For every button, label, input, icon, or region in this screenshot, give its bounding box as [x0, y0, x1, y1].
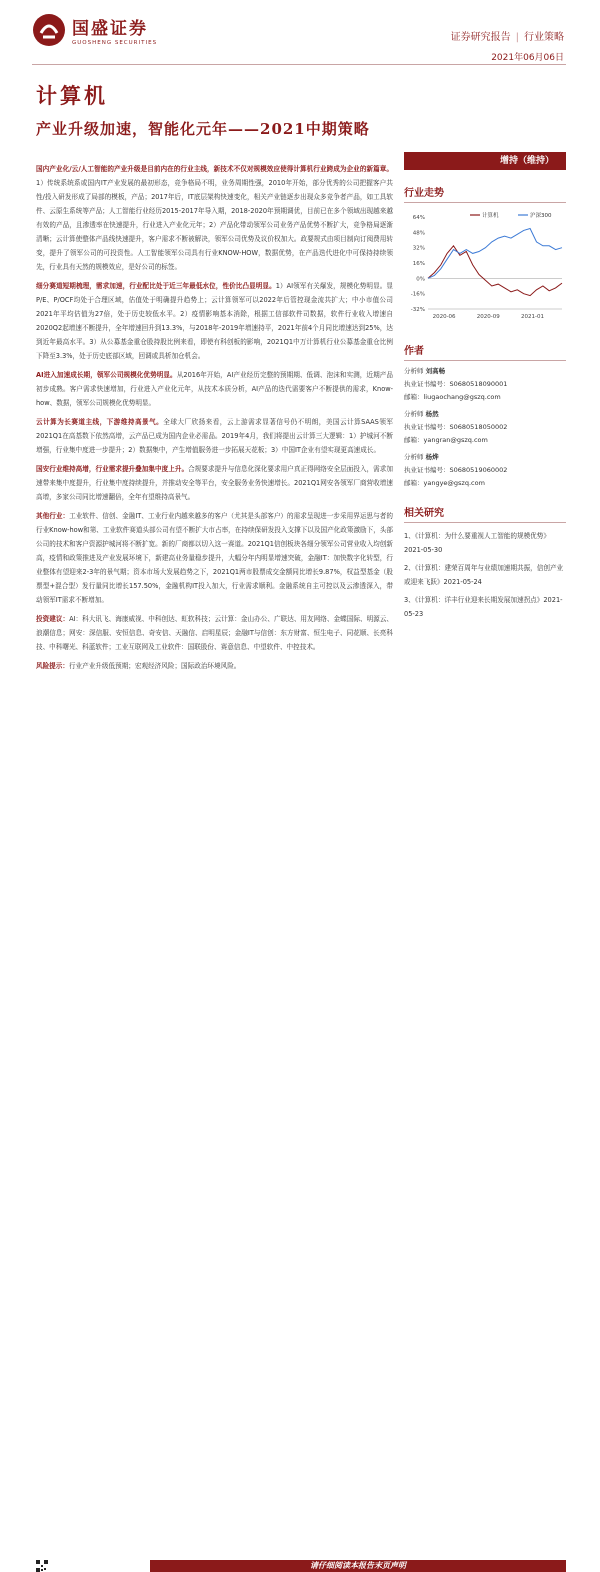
company-logo: [32, 13, 157, 47]
y-tick-label: 64%: [412, 215, 425, 221]
y-tick-label: 48%: [412, 230, 425, 237]
series-line-0: [428, 246, 562, 296]
series-line-1: [428, 229, 562, 279]
paragraph-lead: 其他行业：: [36, 512, 70, 520]
paragraph: [36, 659, 393, 673]
paragraph-body: 1）传统系统系或国内IT产业发展的最初形态，竞争格局不明，业务周期性强，2010年开始，部分优秀的公司把握客户共性/投入研发形成了局部的模板，产品；2017年后，IT底层架构快速变化，相关产业链逐步出现众多竞争者产品，如工具软件、云原生系统等产品；人工智能行业经历2015-2017年导入期，2018-2020年预期调优，目前已在多个领域出现越来越有效的产品，且渗透率在快速提升，行业进入产业化元年；2）产品化带动领军公司业务产品优势不断扩大，竞争格局逐渐清晰；云计算使整体产品线快速提升，客户需求不断被解决，领军公司优势及议价权加大。政要规式由项目制向订阅费用转变，提升了领军公司的可投资性。人工智能领军公司具有行业KNOW-HOW，数据优势，在产品迭代进化中可保持持续领先，行业具有天然的规模效应，是好公司的标签。: [36, 179, 393, 271]
author-name: 杨然: [425, 410, 439, 418]
guosheng-logo-icon: [32, 13, 66, 47]
paragraph: [36, 415, 393, 457]
author-cert: S0680519060002: [449, 466, 508, 474]
paragraph: [36, 612, 393, 654]
rating-badge: 增持（维持）: [404, 152, 566, 170]
authors-list: [404, 365, 566, 490]
author-email-label: 邮箱：: [404, 479, 424, 487]
related-item[interactable]: 1、《计算机：为什么要重视人工智能的规模优势》2021-05-30: [404, 532, 550, 554]
footer-disclaimer: 请仔细阅读本报告末页声明: [150, 1560, 566, 1572]
y-tick-label: -32%: [410, 307, 425, 313]
paragraph-body: 工业软件、信创、金融IT、工业行业内越来越多的客户（尤其是头部客户）的需求呈现进一步采用界运思与者的行业Know-how和第、工业软件赛道头部公司有望不断扩大市占率，在持续保研发投入支撑下以及国产化政策激励下，头部公司的技术和客户资源护城河将不断扩宽。新的厂商都以切入这一赛道。2021Q1信创板块各细分领军公司营业收入均创新高，疫情和政策推进及产业发展环境下，新建高业务量稳步提升，大幅分年内明显增速突破，金融IT：加快数字化转型，行业整体有望迎来2-3年的景气期；资本市场大发展趋势之下，2021Q1两市股票成交金额同比增长9.87%，权益型基金（股票型+混合型）发行量同比增长157.50%，金融机构IT投入加大，行业需求顺利。金融系统自主可控以及云渗透深入，带动领军IT需求不断增加。: [36, 512, 394, 604]
author-entry: [404, 451, 566, 490]
y-tick-label: 0%: [416, 276, 425, 283]
page-footer: [0, 776, 600, 1570]
author-email[interactable]: yangye@gszq.com: [423, 479, 485, 487]
y-tick-label: 16%: [412, 261, 425, 267]
paragraph-body: 行业产业升级低预期；宏观经济风险；国际政治环境风险。: [68, 662, 241, 670]
paragraph-lead: 细分赛道短期梳理，需求加速，行业配比处于近三年最低水位，性价比凸显明显。: [36, 282, 276, 290]
paragraph-body: 1）AI领军有关爆发，规模化势明显。显P/E、P/OCF均处于合理区域，估值处于明确提升趋势上；云计算领军可以2022年后管控现金流共扩大；中小市值公司2021年平均估值为27倍，处于历史较低水平。2）疫情影响基本消除，根据工信部软件司数据，软件行业收入增速自2020Q2起增速不断提升，全年增速回升到13.3%，与2018年-2019年增速持平，2021年前4个月同比增速达到25%，达到近年最高水平。3）从公募基金重仓股持股比例来看，即使有科创板的影响，2021Q1中万计算机行业公募基金重仓比例下降至3.3%，处于历史底部区域，回调或具析加仓机会。: [36, 282, 393, 360]
paragraph-body: 全球大厂欣扬来看，云上游需求显著信号仍不明朗，美国云计算SAAS领军2021Q1在高基数下依然高增，云产品已成为国内企业必需品。2019年4月，我们将提出云计算三大逻辑：1）护城河不断增强，行业集中度进一步提升；2）数据集中，产生增值服务进一步拓展天花板；3）中国IT企业有望实现更高速成长。: [36, 418, 394, 454]
author-name: 杨烨: [425, 453, 439, 461]
related-item[interactable]: 2、《计算机：建荣百周年与业绩加速期共振，信创产业或迎来飞跃》2021-05-24: [404, 564, 564, 586]
paragraph-lead: 国安行业维持高增，行业需求提升叠加集中度上升。: [36, 465, 189, 473]
legend-label: 沪深300: [530, 213, 552, 219]
page-header: [0, 0, 600, 70]
sidebar: [404, 152, 566, 625]
author-cert-label: 执业证书编号：: [404, 380, 450, 388]
x-tick-label: 2020-09: [476, 314, 500, 320]
author-role: 分析师: [404, 453, 424, 461]
company-name-cn: 国盛证券: [72, 19, 148, 39]
header-divider: [32, 64, 566, 65]
paragraph: [36, 509, 393, 607]
company-name-en: GUOSHENG SECURITIES: [72, 40, 158, 46]
author-role: 分析师: [404, 367, 424, 375]
author-email[interactable]: yangran@gszq.com: [423, 436, 488, 444]
y-tick-label: 32%: [412, 245, 425, 252]
related-research-list: [404, 529, 566, 621]
paragraph-body: AI：科大讯飞、海康威视、中科创达、虹软科技；云计算：金山办公、广联达、用友网络、金蝶国际、明源云、浪潮信息；网安：深信服、安恒信息、奇安信、天融信、启明星辰；金融IT与信创：东方财富、恒生电子、同花顺、长亮科技、中科曙光、科蓝软件；工业互联网及工业软件：国联股份、赛意信息、中望软件、中控技术。: [36, 615, 394, 651]
author-cert-label: 执业证书编号：: [404, 466, 450, 474]
author-cert-label: 执业证书编号：: [404, 423, 450, 431]
x-tick-label: 2020-06: [432, 314, 456, 320]
paragraph: [36, 462, 393, 504]
qr-code-icon[interactable]: [36, 1560, 48, 1572]
paragraph-lead: AI进入加速成长期，领军公司规模化优势明显。: [36, 371, 177, 379]
report-type: 证券研究报告 | 行业策略: [450, 32, 564, 43]
trend-section-title: 行业走势: [404, 184, 566, 203]
paragraph: [36, 279, 393, 363]
related-item[interactable]: 3、《计算机：详丰行业迎来长期发展加速拐点》2021-05-23: [404, 596, 563, 618]
main-body: [36, 162, 393, 678]
paragraph-body: 从2016年开始，AI产业经历完整的预期期、低调、泡沫和实测，近期产品初步成熟。客户需求快速增加，行业进入产业化元年，从技术本质分析，AI产品的迭代需要客户不断提供的需求，Know-how、数据，领军公司规模化优势明显。: [36, 371, 393, 407]
paragraph-lead: 国内产业化/云/人工智能的产业升级是目前内在的行业主线，新技术不仅对规模效应使得计算机行业跨成为企业的新篇章。: [36, 165, 393, 173]
legend-label: 计算机: [482, 213, 499, 219]
author-email-label: 邮箱：: [404, 393, 424, 401]
author-name: 刘高畅: [425, 367, 446, 375]
paragraph: [36, 368, 393, 410]
trend-chart: [404, 209, 566, 328]
trend-chart-svg: [404, 209, 566, 324]
author-email[interactable]: liugaochang@gszq.com: [423, 393, 501, 401]
author-cert: S0680518050002: [449, 423, 508, 431]
related-section-title: 相关研究: [404, 504, 566, 523]
authors-section-title: 作者: [404, 342, 566, 361]
author-cert: S0680518090001: [449, 380, 508, 388]
industry-name: 计算机: [36, 83, 108, 108]
paragraph-body: 合规要求提升与信息化深化要求用户真正得网络安全层面投入，需求加速带来集中度提升，行业集中度持续提升，并推动安全等平台，安全服务业务快速增长。2021Q1网安各领军厂商营收增速高增，多家公司同比增速翻倍，全年有望维持高景气。: [36, 465, 393, 501]
paragraph-lead: 风险提示：: [36, 662, 69, 670]
paragraph-lead: 云计算为长赛道主线，下游维持高景气。: [36, 418, 164, 426]
paragraph: [36, 162, 393, 274]
report-date: 2021年06月06日: [491, 53, 564, 63]
author-entry: [404, 408, 566, 447]
x-tick-label: 2021-01: [521, 314, 545, 320]
author-email-label: 邮箱：: [404, 436, 424, 444]
author-entry: [404, 365, 566, 404]
report-category-label: 行业策略: [524, 32, 564, 43]
report-title: 产业升级加速，智能化元年——2021中期策略: [36, 120, 370, 138]
author-role: 分析师: [404, 410, 424, 418]
paragraph-lead: 投资建议：: [36, 615, 70, 623]
y-tick-label: -16%: [410, 291, 425, 298]
report-type-label: 证券研究报告: [450, 32, 511, 43]
